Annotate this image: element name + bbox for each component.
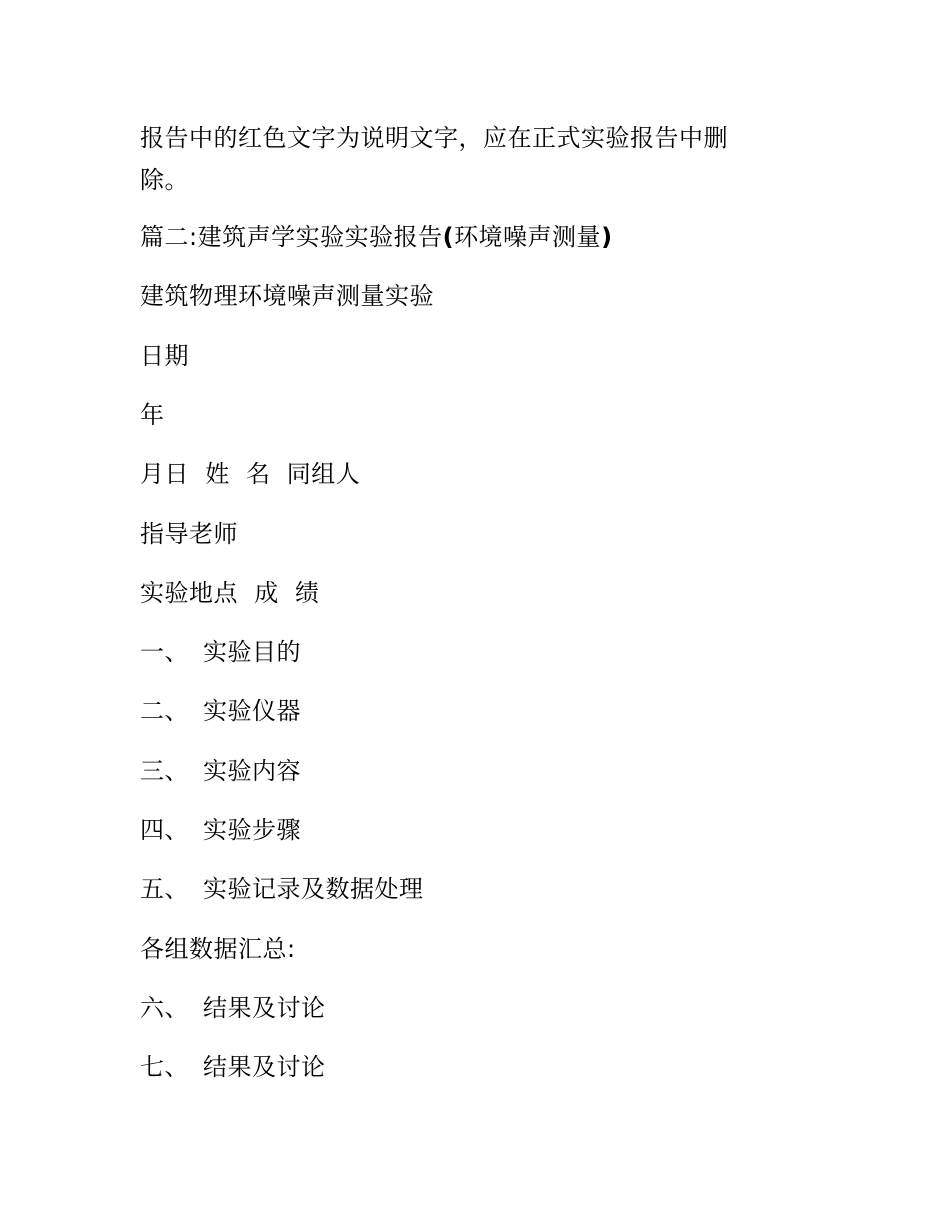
month-day-name-group-line: 月日 姓 名 同组人: [140, 460, 361, 488]
document-subtitle: 建筑物理环境噪声测量实验: [140, 282, 434, 310]
date-label: 日期: [140, 342, 189, 370]
section-title: 实验记录及数据处理: [203, 875, 424, 903]
intro-line-1: 报告中的红色文字为说明文字，应在正式实验报告中删: [140, 124, 728, 152]
section-number: 四、: [140, 816, 189, 844]
section-title: 实验内容: [203, 757, 301, 785]
section-heading-paren-open: (: [442, 223, 455, 251]
section-number: 七、: [140, 1053, 189, 1081]
section-item: [140, 632, 301, 672]
section-number: 五、: [140, 875, 189, 903]
section-heading-paren-close: ): [601, 223, 613, 251]
section-item: [140, 869, 424, 909]
summary-label: 各组数据汇总:: [140, 935, 296, 963]
section-number: 二、: [140, 697, 189, 725]
section-title: 实验步骤: [203, 816, 301, 844]
section-item: [140, 988, 326, 1028]
section-item: [140, 751, 301, 791]
section-heading-prefix: 篇二:建筑声学实验实验报告: [140, 223, 443, 251]
section-number: 一、: [140, 638, 189, 666]
intro-line-2: 除。: [140, 166, 189, 194]
location-grade-line: 实验地点 成 绩: [140, 579, 320, 607]
section-title: 实验目的: [203, 638, 301, 666]
section-heading: [140, 217, 613, 257]
advisor-label: 指导老师: [140, 520, 238, 548]
section-number: 三、: [140, 757, 189, 785]
section-title: 结果及讨论: [203, 1053, 326, 1081]
section-heading-paren-text: 环境噪声测量: [454, 223, 602, 251]
section-item: [140, 810, 301, 850]
intro-paragraph: [140, 117, 800, 201]
year-label: 年: [140, 401, 165, 429]
section-item: [140, 1047, 326, 1087]
section-title: 实验仪器: [203, 697, 301, 725]
section-item: [140, 691, 301, 731]
section-title: 结果及讨论: [203, 994, 326, 1022]
section-number: 六、: [140, 994, 189, 1022]
